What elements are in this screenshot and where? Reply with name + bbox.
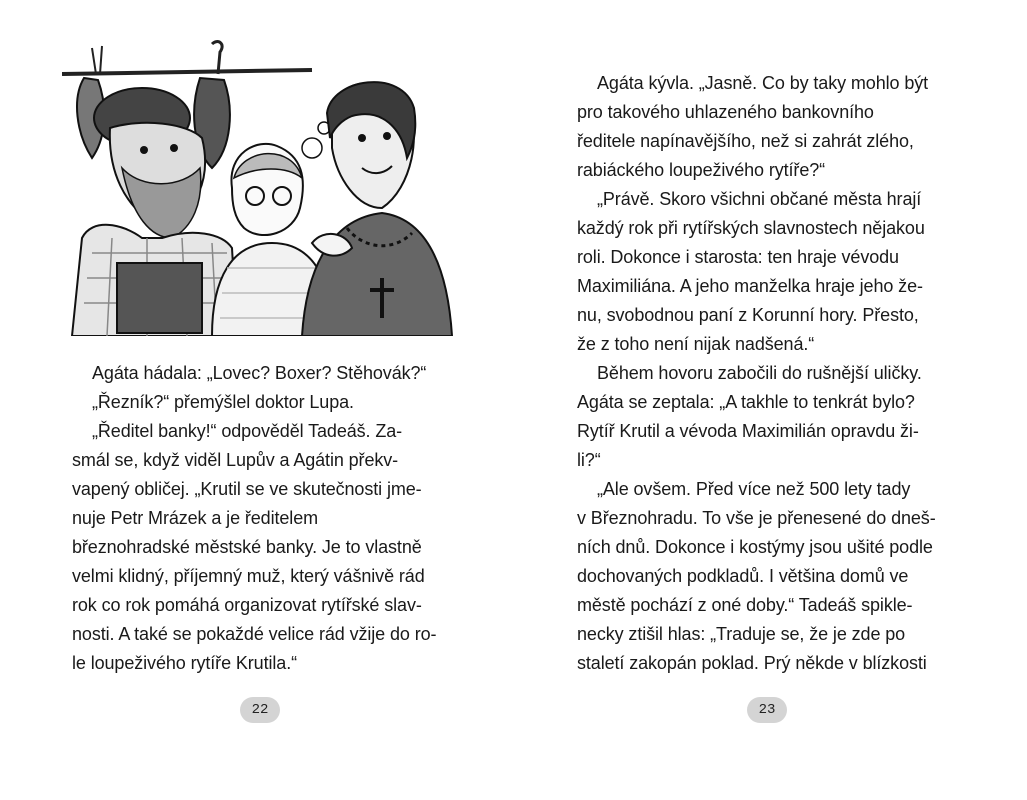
left-page-text — [72, 359, 462, 678]
text-line: Během hovoru zabočili do rušnější uličky. — [597, 363, 922, 383]
text-line: březnohradské městské banky. Je to vlastně — [72, 537, 422, 557]
text-line: Rytíř Krutil a vévoda Maximilián opravdu ži- — [577, 421, 919, 441]
text-line: městě pochází z oné doby.“ Tadeáš spikle- — [577, 595, 913, 615]
text-line: Agáta kývla. „Jasně. Co by taky mohlo být — [597, 73, 929, 93]
text-line: Agáta se zeptala: „A takhle to tenkrát bylo? — [577, 392, 915, 412]
text-line: „Řezník?“ přemýšlel doktor Lupa. — [92, 392, 354, 412]
text-line: „Ale ovšem. Před více než 500 lety tady — [597, 479, 911, 499]
text-line: „Ředitel banky!“ odpověděl Tadeáš. Za- — [92, 421, 403, 441]
text-line: Maximiliána. A jeho manželka hraje jeho že- — [577, 276, 923, 296]
text-line: le loupeživého rytíře Krutila.“ — [72, 653, 298, 673]
text-line: ních dnů. Dokonce i kostýmy jsou ušité podle — [577, 537, 933, 557]
left-page — [0, 0, 513, 800]
text-line: smál se, když viděl Lupův a Agátin překv- — [72, 450, 399, 470]
text-line: necky ztišil hlas: „Traduje se, že je zde po — [577, 624, 906, 644]
text-line: nosti. A také se pokaždé velice rád vžije do ro- — [72, 624, 437, 644]
illustration-three-characters — [62, 38, 454, 336]
right-page — [514, 0, 1027, 800]
text-line: nu, svobodnou paní z Korunní hory. Přesto, — [577, 305, 919, 325]
text-line: staletí zakopán poklad. Prý někde v blízkosti — [577, 653, 927, 673]
text-line: velmi klidný, příjemný muž, který vášnivě rád — [72, 566, 425, 586]
text-line: že z toho není nijak nadšená.“ — [577, 334, 815, 354]
text-line: pro takového uhlazeného bankovního — [577, 102, 874, 122]
text-line: roli. Dokonce i starosta: ten hraje vévodu — [577, 247, 899, 267]
right-page-text — [577, 69, 967, 678]
text-line: v Březnohradu. To vše je přenesené do dneš- — [577, 508, 936, 528]
text-line: rabiáckého loupeživého rytíře?“ — [577, 160, 826, 180]
text-line: nuje Petr Mrázek a je ředitelem — [72, 508, 319, 528]
text-line: li?“ — [577, 450, 601, 470]
text-line: vapený obličej. „Krutil se ve skutečnosti jme- — [72, 479, 422, 499]
text-line: ředitele napínavějšího, než si zahrát zlého, — [577, 131, 914, 151]
text-line: „Právě. Skoro všichni občané města hrají — [597, 189, 922, 209]
text-line: Agáta hádala: „Lovec? Boxer? Stěhovák?“ — [92, 363, 427, 383]
page-number: 22 — [240, 697, 280, 723]
page-number: 23 — [747, 697, 787, 723]
text-line: rok co rok pomáhá organizovat rytířské slav- — [72, 595, 422, 615]
text-line: každý rok při rytířských slavnostech nějakou — [577, 218, 925, 238]
text-line: dochovaných podkladů. I většina domů ve — [577, 566, 909, 586]
